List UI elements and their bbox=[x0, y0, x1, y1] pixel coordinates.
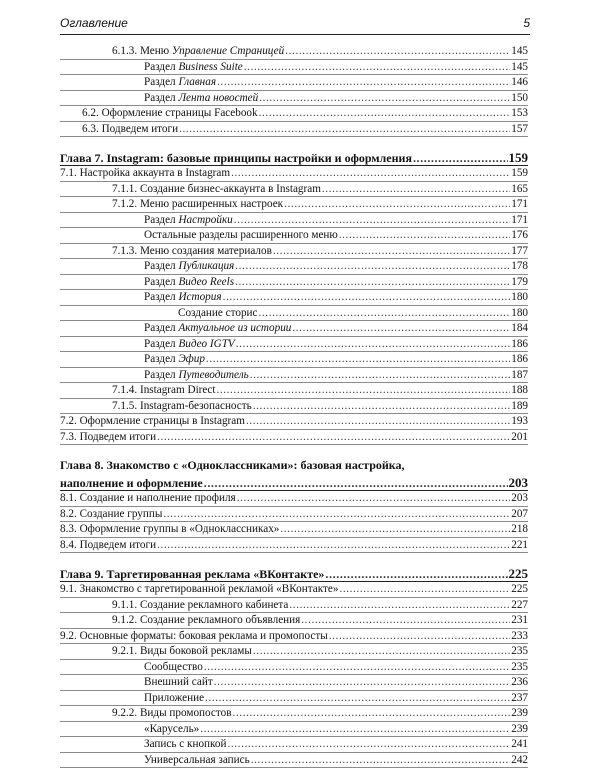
entry-italic-text: Управление Страницей bbox=[172, 45, 284, 57]
header-rule bbox=[60, 34, 530, 35]
toc-entry bbox=[60, 582, 528, 598]
entry-number: 8.3. bbox=[60, 523, 77, 535]
entry-text: Instagram Direct bbox=[140, 384, 215, 396]
entry-text: «Карусель» bbox=[144, 723, 199, 735]
entry-number: 7.1.5. bbox=[112, 400, 137, 412]
leader-dots bbox=[329, 629, 510, 645]
entry-title bbox=[112, 44, 284, 60]
entry-title bbox=[144, 722, 199, 738]
toc-entry bbox=[60, 122, 528, 138]
leader-dots bbox=[204, 475, 508, 492]
entry-number: 7.1. bbox=[60, 167, 77, 179]
entry-title bbox=[60, 414, 245, 430]
entry-title bbox=[144, 753, 250, 768]
entry-title bbox=[60, 491, 236, 507]
entry-page: 186 bbox=[511, 352, 528, 368]
toc-entry bbox=[60, 306, 528, 322]
toc-entry bbox=[60, 213, 528, 229]
toc-entry bbox=[60, 491, 528, 507]
toc-entry bbox=[60, 290, 528, 306]
toc-entry bbox=[60, 75, 528, 91]
toc-entry bbox=[60, 399, 528, 415]
entry-page: 153 bbox=[511, 106, 528, 122]
entry-title bbox=[60, 538, 156, 554]
entry-title bbox=[112, 182, 321, 198]
entry-italic-text: Видео IGTV bbox=[178, 338, 234, 350]
toc-entry bbox=[60, 228, 528, 244]
entry-page: 225 bbox=[511, 582, 528, 598]
entry-page: 188 bbox=[511, 383, 528, 399]
toc-entry bbox=[60, 660, 528, 676]
entry-title bbox=[144, 75, 216, 91]
leader-dots bbox=[217, 75, 510, 91]
entry-page: 159 bbox=[511, 166, 528, 182]
entry-text: Раздел bbox=[144, 353, 176, 365]
entry-text: Меню расширенных настроек bbox=[140, 198, 283, 210]
entry-number: 6.2. bbox=[82, 107, 99, 119]
entry-text: Запись с кнопкой bbox=[144, 738, 226, 750]
entry-page: 184 bbox=[511, 321, 528, 337]
leader-dots bbox=[233, 706, 511, 722]
entry-page: 157 bbox=[511, 122, 528, 138]
chapter-page: 225 bbox=[509, 565, 529, 582]
leader-dots bbox=[236, 337, 510, 353]
entry-text: Создание рекламного кабинета bbox=[140, 599, 288, 611]
entry-text: Виды промопостов bbox=[140, 707, 232, 719]
toc-entry bbox=[60, 613, 528, 629]
toc-entry bbox=[60, 722, 528, 738]
entry-text: Виды боковой рекламы bbox=[140, 645, 252, 657]
chapter-7-heading bbox=[60, 149, 528, 166]
entry-page: 235 bbox=[511, 644, 528, 660]
chapter-8-entries bbox=[60, 491, 528, 553]
entry-title bbox=[144, 368, 249, 384]
toc-entry bbox=[60, 352, 528, 368]
leader-dots bbox=[157, 538, 510, 554]
entry-number: 6.1.3. bbox=[112, 45, 137, 57]
entry-italic-text: История bbox=[178, 291, 221, 303]
entry-title bbox=[144, 691, 204, 707]
entry-title bbox=[112, 383, 215, 399]
entry-number: 9.1.1. bbox=[112, 599, 137, 611]
leader-dots bbox=[216, 383, 510, 399]
entry-number: 7.1.2. bbox=[112, 198, 137, 210]
entry-page: 221 bbox=[511, 538, 528, 554]
toc-entry bbox=[60, 414, 528, 430]
toc-entry bbox=[60, 675, 528, 691]
entry-italic-text: Настройки bbox=[178, 214, 232, 226]
toc-entry bbox=[60, 337, 528, 353]
entry-page: 145 bbox=[511, 44, 528, 60]
entry-page: 180 bbox=[511, 290, 528, 306]
toc-entry bbox=[60, 91, 528, 107]
entry-text: Настройка аккаунта в Instagram bbox=[80, 167, 230, 179]
entry-number: 9.2. bbox=[60, 630, 77, 642]
entry-page: 227 bbox=[511, 598, 528, 614]
entry-title bbox=[112, 244, 272, 260]
entry-title bbox=[144, 91, 258, 107]
entry-number: 7.1.3. bbox=[112, 245, 137, 257]
toc-entry bbox=[60, 691, 528, 707]
toc-entry bbox=[60, 275, 528, 291]
entry-page: 201 bbox=[511, 430, 528, 446]
entry-title bbox=[144, 737, 226, 753]
leader-dots bbox=[205, 691, 510, 707]
leader-dots bbox=[251, 753, 511, 768]
leader-dots bbox=[223, 290, 511, 306]
leader-dots bbox=[285, 44, 510, 60]
entry-text: Раздел bbox=[144, 61, 176, 73]
entry-page: 178 bbox=[511, 259, 528, 275]
leader-dots bbox=[206, 352, 510, 368]
entry-text: Создание сторис bbox=[178, 307, 258, 319]
entry-text: Оформление группы в «Одноклассниках» bbox=[80, 523, 280, 535]
entry-number: 7.1.4. bbox=[112, 384, 137, 396]
entry-title bbox=[82, 122, 178, 138]
entry-text: Раздел bbox=[144, 92, 176, 104]
entry-italic-text: Эфир bbox=[178, 353, 204, 365]
entry-page: 235 bbox=[511, 660, 528, 676]
toc-entry bbox=[60, 44, 528, 60]
entry-title bbox=[60, 166, 230, 182]
entry-text: Создание группы bbox=[80, 508, 163, 520]
entry-italic-text: Главная bbox=[178, 76, 216, 88]
leader-dots bbox=[284, 197, 510, 213]
entry-title bbox=[144, 60, 243, 76]
entry-page: 150 bbox=[511, 91, 528, 107]
entry-text: Раздел bbox=[144, 76, 176, 88]
entry-text: Основные форматы: боковая реклама и промопосты bbox=[80, 630, 328, 642]
entry-text: Раздел bbox=[144, 291, 176, 303]
entry-number: 9.2.2. bbox=[112, 707, 137, 719]
entry-title bbox=[82, 106, 258, 122]
header-title: Оглавление bbox=[60, 16, 128, 30]
leader-dots bbox=[244, 60, 510, 76]
entry-number: 8.2. bbox=[60, 508, 77, 520]
leader-dots bbox=[259, 306, 511, 322]
entry-number: 9.2.1. bbox=[112, 645, 137, 657]
entry-number: 9.1.2. bbox=[112, 614, 137, 626]
entry-text: Оформление страницы в Instagram bbox=[80, 415, 245, 427]
chapter-9-entries bbox=[60, 582, 528, 768]
toc-entry bbox=[60, 753, 528, 768]
entry-title bbox=[112, 613, 300, 629]
entry-text: Раздел bbox=[144, 276, 176, 288]
toc-entry bbox=[60, 166, 528, 182]
entry-italic-text: Лента новостей bbox=[178, 92, 258, 104]
leader-dots bbox=[246, 414, 510, 430]
chapter-8-heading-line1 bbox=[60, 457, 528, 474]
leader-dots bbox=[413, 150, 508, 167]
entry-number: 7.3. bbox=[60, 431, 77, 443]
entry-italic-text: Путеводитель bbox=[178, 369, 248, 381]
leader-dots bbox=[237, 491, 511, 507]
toc-entry bbox=[60, 538, 528, 554]
entry-number: 8.1. bbox=[60, 492, 77, 504]
entry-page: 233 bbox=[511, 629, 528, 645]
chapter-title-continued: наполнение и оформление bbox=[60, 475, 203, 492]
toc-entry bbox=[60, 244, 528, 260]
entry-italic-text: Видео Reels bbox=[178, 276, 234, 288]
page-header bbox=[60, 16, 530, 36]
entry-title bbox=[60, 522, 279, 538]
entry-page: 180 bbox=[511, 306, 528, 322]
entry-title bbox=[144, 337, 235, 353]
leader-dots bbox=[234, 213, 510, 229]
entry-title bbox=[60, 507, 162, 523]
entry-text: Универсальная запись bbox=[144, 754, 250, 766]
entry-title bbox=[144, 306, 258, 322]
leader-dots bbox=[253, 399, 510, 415]
leader-dots bbox=[259, 91, 510, 107]
entry-title bbox=[144, 213, 233, 229]
entry-title bbox=[60, 629, 328, 645]
toc-entry bbox=[60, 522, 528, 538]
entry-text: Меню bbox=[140, 45, 169, 57]
entry-page: 177 bbox=[511, 244, 528, 260]
entry-text: Подведем итоги bbox=[80, 539, 157, 551]
entry-number: 6.3. bbox=[82, 123, 99, 135]
toc-entry bbox=[60, 737, 528, 753]
entry-page: 237 bbox=[511, 691, 528, 707]
entry-page: 239 bbox=[511, 706, 528, 722]
entry-italic-text: Business Suite bbox=[178, 61, 242, 73]
entry-title bbox=[144, 228, 338, 244]
entry-text: Создание и наполнение профиля bbox=[80, 492, 236, 504]
entry-title bbox=[112, 644, 252, 660]
leader-dots bbox=[235, 259, 510, 275]
entry-page: 218 bbox=[511, 522, 528, 538]
entry-page: 242 bbox=[511, 753, 528, 768]
toc-entry bbox=[60, 430, 528, 446]
leader-dots bbox=[227, 737, 510, 753]
entry-text: Сообщество bbox=[144, 661, 203, 673]
entry-text: Подведем итоги bbox=[102, 123, 179, 135]
toc-entry bbox=[60, 368, 528, 384]
chapter-page: 203 bbox=[509, 474, 529, 491]
leader-dots bbox=[339, 582, 510, 598]
leader-dots bbox=[163, 507, 510, 523]
entry-title bbox=[144, 321, 291, 337]
leader-dots bbox=[200, 722, 510, 738]
leader-dots bbox=[280, 522, 510, 538]
entry-title bbox=[144, 275, 234, 291]
chapter-title: Глава 9. Таргетированная реклама «ВКонтакте» bbox=[60, 566, 324, 583]
leader-dots bbox=[259, 106, 511, 122]
leader-dots bbox=[339, 228, 510, 244]
entry-title bbox=[60, 430, 156, 446]
entry-page: 165 bbox=[511, 182, 528, 198]
entry-title bbox=[144, 290, 222, 306]
chapter-7-entries bbox=[60, 166, 528, 445]
entry-title bbox=[112, 598, 288, 614]
entry-page: 186 bbox=[511, 337, 528, 353]
toc-entry bbox=[60, 60, 528, 76]
toc-entry bbox=[60, 507, 528, 523]
entry-page: 171 bbox=[511, 197, 528, 213]
entry-title bbox=[144, 675, 213, 691]
entry-number: 8.4. bbox=[60, 539, 77, 551]
leader-dots bbox=[325, 566, 507, 583]
leader-dots bbox=[289, 598, 510, 614]
leader-dots bbox=[292, 321, 510, 337]
entry-text: Приложение bbox=[144, 692, 204, 704]
section-6-entries bbox=[60, 44, 528, 137]
entry-text: Внешний сайт bbox=[144, 676, 213, 688]
entry-number: 7.1.1. bbox=[112, 183, 137, 195]
toc-entry bbox=[60, 706, 528, 722]
toc-entry bbox=[60, 644, 528, 660]
toc-entry bbox=[60, 197, 528, 213]
leader-dots bbox=[157, 430, 510, 446]
leader-dots bbox=[179, 122, 510, 138]
entry-number: 9.1. bbox=[60, 583, 77, 595]
toc-entry bbox=[60, 598, 528, 614]
entry-title bbox=[144, 259, 234, 275]
entry-text: Меню создания материалов bbox=[140, 245, 272, 257]
entry-page: 171 bbox=[511, 213, 528, 229]
leader-dots bbox=[204, 660, 510, 676]
entry-title bbox=[112, 197, 283, 213]
entry-number: 7.2. bbox=[60, 415, 77, 427]
entry-page: 187 bbox=[511, 368, 528, 384]
entry-title bbox=[112, 399, 252, 415]
entry-text: Раздел bbox=[144, 322, 176, 334]
entry-italic-text: Публикация bbox=[178, 260, 234, 272]
entry-page: 239 bbox=[511, 722, 528, 738]
entry-title bbox=[112, 706, 232, 722]
leader-dots bbox=[235, 275, 510, 291]
toc-entry bbox=[60, 259, 528, 275]
entry-page: 231 bbox=[511, 613, 528, 629]
entry-text: Подведем итоги bbox=[80, 431, 157, 443]
leader-dots bbox=[250, 368, 511, 384]
entry-page: 146 bbox=[511, 75, 528, 91]
entry-page: 241 bbox=[511, 737, 528, 753]
entry-text: Оформление страницы Facebook bbox=[102, 107, 258, 119]
toc-entry bbox=[60, 321, 528, 337]
chapter-title: Глава 7. Instagram: базовые принципы настройки и оформления bbox=[60, 150, 412, 167]
entry-title bbox=[144, 352, 205, 368]
entry-page: 207 bbox=[511, 507, 528, 523]
leader-dots bbox=[253, 644, 510, 660]
entry-page: 179 bbox=[511, 275, 528, 291]
entry-page: 203 bbox=[511, 491, 528, 507]
header-page-number: 5 bbox=[523, 16, 530, 30]
toc-entry bbox=[60, 182, 528, 198]
entry-text: Знакомство с таргетированной рекламой «ВКонтакте» bbox=[80, 583, 339, 595]
entry-italic-text: Актуальное из истории bbox=[178, 322, 291, 334]
entry-page: 189 bbox=[511, 399, 528, 415]
entry-text: Раздел bbox=[144, 214, 176, 226]
table-of-contents bbox=[60, 44, 528, 768]
chapter-8-heading-line2 bbox=[60, 474, 528, 491]
entry-text: Создание бизнес-аккаунта в Instagram bbox=[140, 183, 321, 195]
chapter-page: 159 bbox=[509, 149, 529, 166]
leader-dots bbox=[322, 182, 510, 198]
toc-entry bbox=[60, 106, 528, 122]
entry-title bbox=[144, 660, 203, 676]
entry-title bbox=[60, 582, 338, 598]
leader-dots bbox=[273, 244, 510, 260]
entry-page: 145 bbox=[511, 60, 528, 76]
entry-page: 236 bbox=[511, 675, 528, 691]
entry-text: Остальные разделы расширенного меню bbox=[144, 229, 338, 241]
toc-entry bbox=[60, 383, 528, 399]
chapter-9-heading bbox=[60, 565, 528, 582]
leader-dots bbox=[231, 166, 510, 182]
leader-dots bbox=[214, 675, 510, 691]
entry-text: Instagram-безопасность bbox=[140, 400, 252, 412]
toc-entry bbox=[60, 629, 528, 645]
entry-page: 193 bbox=[511, 414, 528, 430]
entry-text: Создание рекламного объявления bbox=[140, 614, 300, 626]
leader-dots bbox=[301, 613, 510, 629]
entry-text: Раздел bbox=[144, 369, 176, 381]
entry-text: Раздел bbox=[144, 260, 176, 272]
entry-text: Раздел bbox=[144, 338, 176, 350]
chapter-title: Глава 8. Знакомство с «Одноклассниками»: базовая настройка, bbox=[60, 457, 405, 474]
entry-page: 176 bbox=[511, 228, 528, 244]
